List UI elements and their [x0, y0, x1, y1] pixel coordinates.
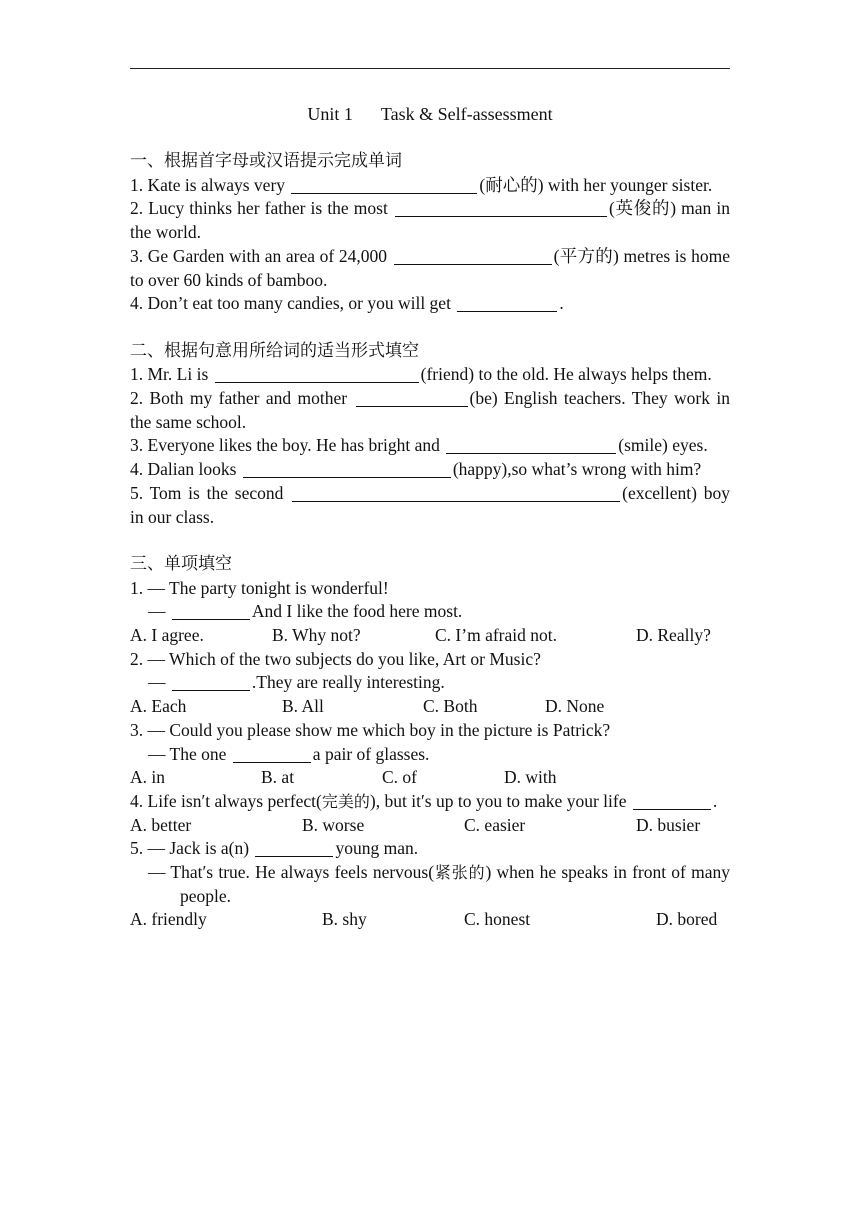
- text: ), but it′s up to you to make your life: [369, 790, 631, 811]
- s1-question-3: [130, 245, 730, 292]
- option-b[interactable]: B. shy: [322, 909, 367, 930]
- s1-question-1: [130, 174, 730, 198]
- text: .: [712, 790, 718, 811]
- option-d[interactable]: D. with: [504, 767, 557, 788]
- section-3: [130, 553, 730, 932]
- text: young man.: [335, 838, 419, 859]
- text: .: [559, 293, 564, 314]
- answer-blank[interactable]: [172, 601, 250, 620]
- answer-blank[interactable]: [255, 838, 333, 857]
- text: 紧张的: [434, 863, 486, 883]
- text: 5. Tom is the second: [130, 482, 291, 503]
- answer-blank[interactable]: [292, 483, 620, 502]
- text: — That′s true. He always feels nervous(: [148, 862, 435, 883]
- section-3-title: 三、单项填空: [130, 553, 232, 574]
- answer-blank[interactable]: [291, 175, 477, 194]
- option-d[interactable]: D. bored: [656, 909, 718, 930]
- option-d[interactable]: D. busier: [636, 814, 701, 835]
- text: 2. Both my father and mother: [130, 388, 354, 409]
- answer-blank[interactable]: [233, 744, 311, 763]
- s2-question-3: [130, 434, 730, 458]
- section-1: [130, 150, 730, 316]
- option-a[interactable]: A. I agree.: [130, 625, 204, 646]
- option-b[interactable]: B. All: [282, 696, 324, 717]
- s3-question-1-options: [130, 624, 730, 648]
- text: .They are really interesting.: [251, 672, 445, 693]
- answer-blank[interactable]: [394, 246, 552, 265]
- s3-question-2-line-1: 2. — Which of the two subjects do you like, Art or Music?: [130, 648, 541, 669]
- s3-question-2-line-2: [130, 671, 730, 695]
- option-a[interactable]: A. Each: [130, 696, 187, 717]
- option-b[interactable]: B. worse: [302, 814, 365, 835]
- text: 4. Don’t eat too many candies, or you will get: [130, 293, 456, 314]
- option-a[interactable]: A. better: [130, 814, 192, 835]
- option-c[interactable]: C. Both: [423, 696, 478, 717]
- s3-question-3-line-1: 3. — Could you please show me which boy in the picture is Patrick?: [130, 719, 611, 740]
- option-d[interactable]: D. None: [545, 696, 605, 717]
- text: ) when he speaks in front of many people.: [180, 862, 730, 906]
- section-1-title: 一、根据首字母或汉语提示完成单词: [130, 151, 402, 171]
- option-d[interactable]: D. Really?: [636, 625, 711, 646]
- text: (be) English teachers. They work in the same school.: [130, 388, 730, 432]
- text: 完美的: [321, 791, 370, 811]
- s2-question-1: [130, 363, 730, 387]
- text: 3. Everyone likes the boy. He has bright and: [130, 435, 445, 456]
- text: 3. Ge Garden with an area of 24,000: [130, 245, 392, 266]
- s2-question-2: [130, 387, 730, 434]
- s3-question-5-line-2: [130, 861, 730, 908]
- header-rule: [130, 68, 730, 69]
- text: — The one: [148, 743, 231, 764]
- s3-question-1-line-1: 1. — The party tonight is wonderful!: [130, 577, 389, 598]
- option-c[interactable]: C. of: [382, 767, 417, 788]
- text: (happy),so what’s wrong with him?: [452, 459, 702, 480]
- text: (英俊的) man in the world.: [130, 198, 730, 243]
- option-b[interactable]: B. at: [261, 767, 295, 788]
- text: —: [148, 601, 170, 622]
- text: (平方的) metres is home to over 60 kinds of bamboo.: [130, 245, 730, 290]
- section-2-title: 二、根据句意用所给词的适当形式填空: [130, 340, 419, 361]
- s3-question-4-options: [130, 814, 730, 838]
- text: (friend) to the old. He always helps them.: [420, 364, 712, 385]
- answer-blank[interactable]: [172, 672, 250, 691]
- option-c[interactable]: C. I’m afraid not.: [435, 625, 557, 646]
- option-a[interactable]: A. in: [130, 767, 165, 788]
- text: —: [148, 672, 170, 693]
- section-2: [130, 340, 730, 530]
- page-title: [130, 104, 730, 125]
- s2-question-5: [130, 482, 730, 529]
- text: 5. — Jack is a(n): [130, 838, 254, 859]
- worksheet-content: [130, 150, 730, 932]
- title-unit: Unit 1: [307, 104, 353, 124]
- option-a[interactable]: A. friendly: [130, 909, 207, 930]
- answer-blank[interactable]: [243, 459, 451, 478]
- option-c[interactable]: C. easier: [464, 814, 526, 835]
- s3-question-4: [130, 790, 730, 814]
- text: a pair of glasses.: [312, 743, 430, 764]
- s3-question-1-line-2: [130, 600, 730, 624]
- s3-question-3-line-2: [130, 743, 730, 767]
- answer-blank[interactable]: [395, 198, 607, 217]
- answer-blank[interactable]: [633, 791, 711, 810]
- s2-question-4: [130, 458, 730, 482]
- text: (excellent) boy in our class.: [130, 482, 730, 527]
- answer-blank[interactable]: [446, 435, 616, 454]
- text: 4. Dalian looks: [130, 459, 241, 480]
- answer-blank[interactable]: [215, 364, 419, 383]
- title-name: Task & Self-assessment: [380, 104, 553, 124]
- answer-blank[interactable]: [457, 293, 557, 312]
- text: 4. Life isn′t always perfect(: [130, 790, 322, 811]
- text: 2. Lucy thinks her father is the most: [130, 198, 393, 219]
- text: 1. Kate is always very: [130, 174, 290, 195]
- text: (耐心的) with her younger sister.: [479, 174, 713, 195]
- s1-question-4: [130, 292, 730, 316]
- text: 1. Mr. Li is: [130, 364, 213, 385]
- text: (smile) eyes.: [618, 435, 708, 456]
- s1-question-2: [130, 197, 730, 244]
- s3-question-5-options: [130, 908, 730, 932]
- s3-question-3-options: [130, 766, 730, 790]
- option-b[interactable]: B. Why not?: [272, 625, 361, 646]
- text: And I like the food here most.: [251, 601, 463, 622]
- s3-question-2-options: [130, 695, 730, 719]
- option-c[interactable]: C. honest: [464, 909, 531, 930]
- s3-question-5-line-1: [130, 837, 730, 861]
- answer-blank[interactable]: [356, 388, 468, 407]
